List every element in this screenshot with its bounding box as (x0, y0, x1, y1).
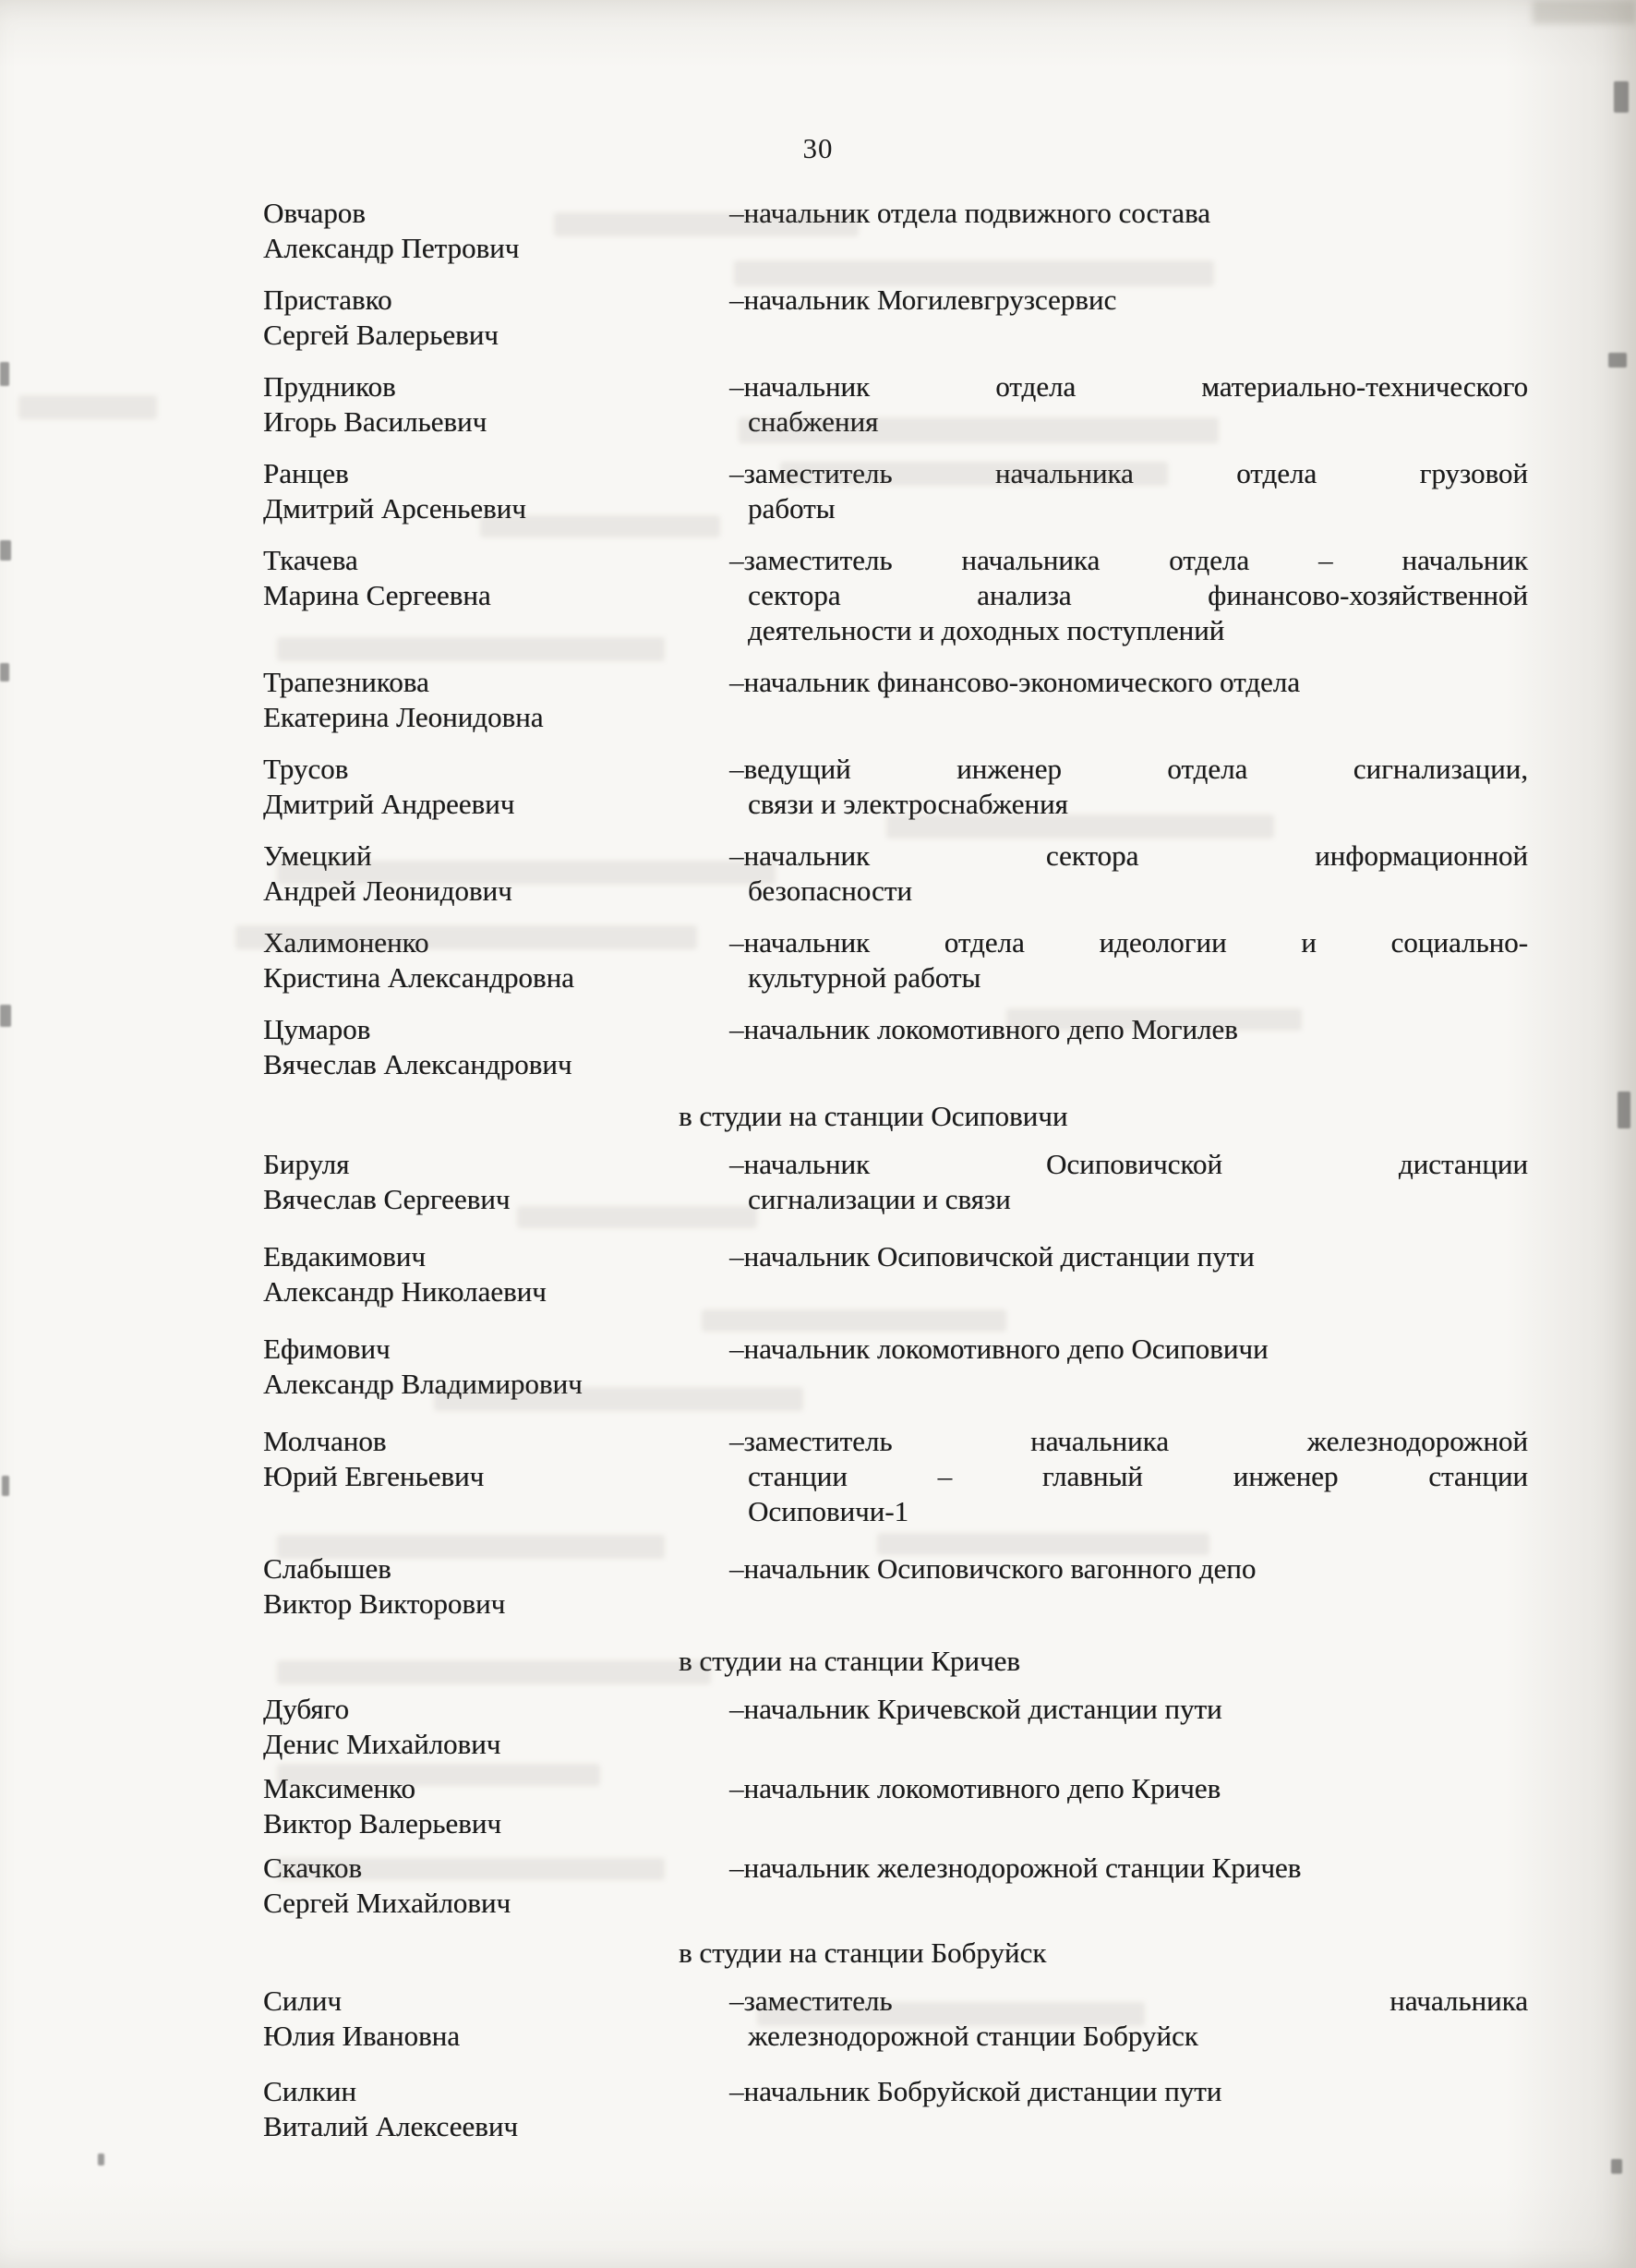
list-item (263, 752, 1528, 822)
text-line: –начальник железнодорожной станции Кричев (729, 1852, 1302, 1884)
text-line: Андрей Леонидович (263, 875, 512, 907)
scan-artifact (98, 2153, 104, 2165)
text-line: –начальник Могилевгрузсервис (729, 284, 1117, 316)
text-line: Марина Сергеевна (263, 579, 491, 611)
text-line: Силич (263, 1984, 342, 2017)
scan-artifact (1533, 0, 1636, 24)
text-line: Бируля (263, 1148, 350, 1180)
list-section (263, 1099, 1528, 1622)
text-line: –заместитель начальника (729, 1984, 1528, 2017)
person-position (729, 1424, 1528, 1529)
list-item (263, 456, 1528, 526)
scan-artifact (0, 663, 9, 682)
person-name (263, 1424, 729, 1529)
person-position (729, 1239, 1528, 1309)
text-line: Приставко (263, 284, 392, 316)
list-item (263, 1332, 1528, 1402)
list-item (263, 1771, 1528, 1841)
list-item (263, 1692, 1528, 1762)
personnel-list (263, 196, 1528, 2165)
text-line: Халимоненко (263, 926, 429, 959)
text-line: –заместитель начальника отдела – начальник (729, 544, 1528, 576)
person-name (263, 1147, 729, 1217)
text-line: –начальник отдела подвижного состава (729, 197, 1210, 229)
text-line: Сергей Валерьевич (263, 319, 499, 351)
list-item (263, 1551, 1528, 1622)
person-position (729, 1771, 1528, 1841)
person-name (263, 543, 729, 648)
text-line: Вячеслав Александрович (263, 1048, 572, 1080)
person-name (263, 1984, 729, 2054)
text-line: Силкин (263, 2075, 356, 2107)
text-line: Ефимович (263, 1333, 391, 1365)
text-line: –начальник локомотивного депо Могилев (729, 1013, 1238, 1045)
list-item (263, 665, 1528, 735)
person-name (263, 752, 729, 822)
text-line: Максименко (263, 1772, 415, 1804)
text-line: безопасности (748, 875, 912, 907)
person-position (729, 1332, 1528, 1402)
person-position (729, 543, 1528, 648)
list-item (263, 2074, 1528, 2144)
list-item (263, 1851, 1528, 1921)
text-line: Денис Михайлович (263, 1728, 501, 1760)
text-line: Молчанов (263, 1425, 387, 1457)
text-line: –начальник отдела идеологии и социально- (729, 926, 1528, 959)
person-position (729, 838, 1528, 909)
text-line: Вячеслав Сергеевич (263, 1183, 511, 1215)
text-line: Дмитрий Арсеньевич (263, 492, 526, 525)
person-position (729, 665, 1528, 735)
person-name (263, 1332, 729, 1402)
text-line: Виктор Викторович (263, 1587, 506, 1620)
person-position (729, 1692, 1528, 1762)
text-line: –начальник отдела материально-технического (729, 370, 1528, 403)
person-position (729, 456, 1528, 526)
text-line: Игорь Васильевич (263, 405, 487, 438)
list-item (263, 925, 1528, 995)
text-line: сигнализации и связи (748, 1183, 1011, 1215)
list-section (263, 1936, 1528, 2144)
text-line: –заместитель начальника отдела грузовой (729, 457, 1528, 489)
text-line: Ткачева (263, 544, 358, 576)
list-section (263, 1644, 1528, 1921)
text-line: Осиповичи-1 (748, 1495, 909, 1527)
text-line: –начальник Осиповичской дистанции (729, 1148, 1528, 1180)
text-line: Александр Николаевич (263, 1275, 547, 1308)
person-position (729, 925, 1528, 995)
person-position (729, 1984, 1528, 2054)
text-line: –начальник Осиповичского вагонного депо (729, 1552, 1257, 1585)
text-line: –начальник локомотивного депо Осиповичи (729, 1333, 1269, 1365)
scan-artifact (1618, 1092, 1630, 1128)
text-line: Цумаров (263, 1013, 371, 1045)
scan-artifact (1611, 2159, 1622, 2174)
scan-artifact (1614, 81, 1629, 113)
list-item (263, 283, 1528, 353)
person-name (263, 1771, 729, 1841)
person-name (263, 1012, 729, 1082)
text-line: сектора анализа финансово-хозяйственной (748, 579, 1528, 611)
text-line: –ведущий инженер отдела сигнализации, (729, 753, 1528, 785)
list-item (263, 543, 1528, 648)
text-line: –начальник Бобруйской дистанции пути (729, 2075, 1222, 2107)
text-line: Трусов (263, 753, 349, 785)
list-item (263, 196, 1528, 266)
scan-artifact (2, 1476, 9, 1496)
text-line: Дмитрий Андреевич (263, 788, 515, 820)
list-item (263, 1424, 1528, 1529)
person-name (263, 456, 729, 526)
person-name (263, 665, 729, 735)
person-name (263, 925, 729, 995)
text-line: Евдакимович (263, 1240, 426, 1273)
scan-artifact (0, 1005, 11, 1027)
text-line: Слабышев (263, 1552, 391, 1585)
text-line: –начальник Кричевской дистанции пути (729, 1693, 1222, 1725)
person-name (263, 1851, 729, 1921)
text-line: Скачков (263, 1852, 363, 1884)
text-line: Александр Петрович (263, 232, 520, 264)
person-name (263, 283, 729, 353)
person-position (729, 283, 1528, 353)
text-line: Дубяго (263, 1693, 349, 1725)
list-item (263, 838, 1528, 909)
text-line: Виктор Валерьевич (263, 1807, 501, 1840)
person-name (263, 196, 729, 266)
text-line: Умецкий (263, 839, 372, 872)
section-heading: в студии на станции Осиповичи (679, 1100, 1068, 1132)
text-line: снабжения (748, 405, 879, 438)
list-section (263, 196, 1528, 1082)
text-line: культурной работы (748, 961, 981, 994)
text-line: железнодорожной станции Бобруйск (748, 2020, 1198, 2052)
text-line: –начальник локомотивного депо Кричев (729, 1772, 1221, 1804)
text-line: –начальник сектора информационной (729, 839, 1528, 872)
person-position (729, 1012, 1528, 1082)
scan-artifact (0, 540, 11, 561)
text-line: деятельности и доходных поступлений (748, 614, 1225, 646)
text-line: Виталий Алексеевич (263, 2110, 519, 2142)
person-name (263, 1239, 729, 1309)
person-position (729, 196, 1528, 266)
text-line: Юлия Ивановна (263, 2020, 460, 2052)
section-heading: в студии на станции Бобруйск (679, 1936, 1047, 1969)
list-item (263, 1239, 1528, 1309)
text-line: связи и электроснабжения (748, 788, 1068, 820)
person-name (263, 2074, 729, 2144)
text-line: –начальник Осиповичской дистанции пути (729, 1240, 1255, 1273)
text-line: –заместитель начальника железнодорожной (729, 1425, 1528, 1457)
text-line: Трапезникова (263, 666, 429, 698)
person-position (729, 1147, 1528, 1217)
list-item (263, 1147, 1528, 1217)
text-line: Прудников (263, 370, 396, 403)
page-number: 30 (802, 132, 834, 164)
text-line: Александр Владимирович (263, 1368, 583, 1400)
scan-artifact (1608, 353, 1627, 368)
person-name (263, 1692, 729, 1762)
text-line: работы (748, 492, 836, 525)
text-line: Ранцев (263, 457, 349, 489)
text-line: –начальник финансово-экономического отдела (729, 666, 1301, 698)
text-line: Екатерина Леонидовна (263, 701, 544, 733)
list-item (263, 1984, 1528, 2054)
text-line: Юрий Евгеньевич (263, 1460, 485, 1492)
text-line: станции – главный инженер станции (748, 1460, 1528, 1492)
bleed-through-smudge (18, 395, 157, 419)
person-name (263, 838, 729, 909)
text-line: Сергей Михайлович (263, 1887, 511, 1919)
person-position (729, 2074, 1528, 2144)
scan-artifact (0, 362, 9, 386)
list-item (263, 1012, 1528, 1082)
section-heading: в студии на станции Кричев (679, 1645, 1020, 1677)
person-position (729, 1551, 1528, 1622)
person-name (263, 369, 729, 440)
person-position (729, 369, 1528, 440)
text-line: Овчаров (263, 197, 366, 229)
list-item (263, 369, 1528, 440)
person-name (263, 1551, 729, 1622)
person-position (729, 1851, 1528, 1921)
person-position (729, 752, 1528, 822)
text-line: Кристина Александровна (263, 961, 574, 994)
